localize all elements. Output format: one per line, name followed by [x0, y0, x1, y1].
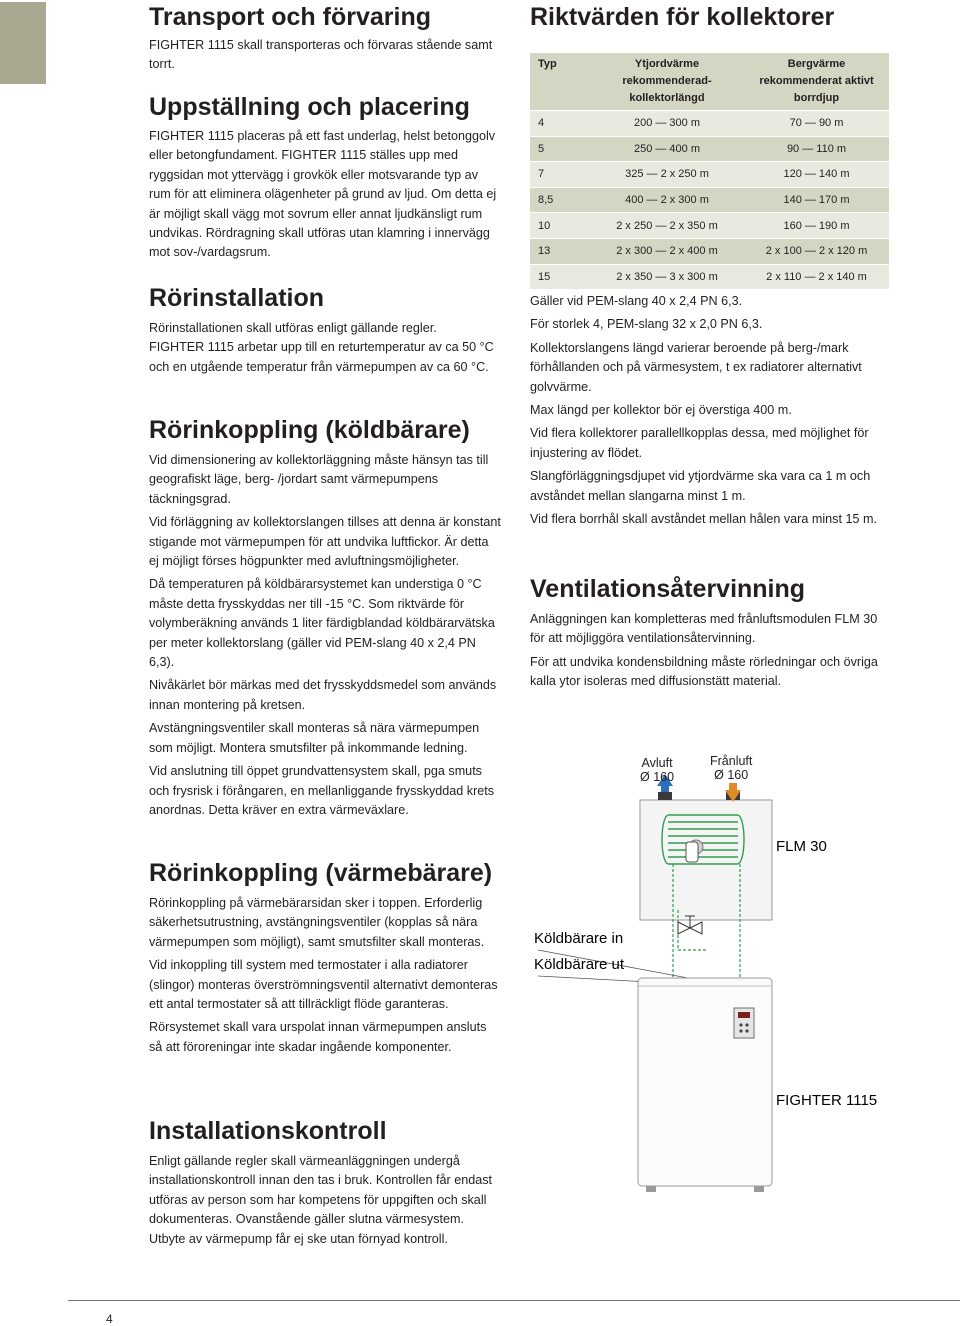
- button-icon: [739, 1023, 742, 1026]
- note: Gäller vid PEM-slang 40 x 2,4 PN 6,3.: [530, 294, 743, 308]
- paragraph: Vid förläggning av kollektorslangen tillses att denna är konstant stigande mot värmepumpen för att undvika luftfickor. Är detta ej möjligt förses högpunkter med avluftningsmöjligheter.: [149, 515, 501, 569]
- paragraph: Rörinkoppling på värmebärarsidan sker i toppen. Erforderlig säkerhetsutrustning, avstängningsventiler (kopplas så nära värmepumpen som möjligt), samt smutsfilter skall monteras.: [149, 896, 485, 949]
- note: Vid flera borrhål skall avståndet mellan hålen vara minst 15 m.: [530, 512, 877, 527]
- foot: [754, 1186, 764, 1192]
- paragraph: Rörsystemet skall vara urspolat innan värmepumpen ansluts så att föroreningar inte skadar ingående komponenter.: [149, 1020, 487, 1054]
- installation-figure: [528, 750, 948, 1200]
- paragraph: Anläggningen kan kompletteras med frånluftsmodulen FLM 30 för att möjliggöra ventilationsåtervinning.: [530, 612, 878, 646]
- cell-berg: 90 — 110 m: [744, 136, 889, 162]
- cell-ytjord: 250 — 400 m: [590, 136, 744, 162]
- column-header-typ: Typ: [530, 53, 590, 111]
- collector-table: [530, 53, 889, 289]
- paragraph: FIGHTER 1115 skall transporteras och förvaras stående samt torrt.: [149, 38, 493, 72]
- franluft-label: [710, 754, 752, 782]
- button-icon: [745, 1023, 748, 1026]
- franluft-text: Frånluft: [710, 754, 753, 768]
- cell-ytjord: 2 x 350 — 3 x 300 m: [590, 264, 744, 289]
- heading-koldbarare: Rörinkoppling (köldbärare): [149, 416, 470, 444]
- section-koldbarare: [149, 415, 501, 820]
- table-row: [530, 162, 889, 188]
- button-icon: [739, 1029, 742, 1032]
- paragraph: Enligt gällande regler skall värmeanläggningen undergå installationskontroll innan den tas i bruk. Kontrollen får endast utföras av person som har kompetens för uppgiften och skall dokumenteras. Ovanstående gäller slutna värmesystem. Utbyte av värmepump får ej ske utan förnyad kontroll.: [149, 1154, 493, 1246]
- foot: [646, 1186, 656, 1192]
- cell-berg: 140 — 170 m: [744, 187, 889, 213]
- cell-typ: 7: [530, 162, 590, 188]
- paragraph: Avstängningsventiler skall monteras så nära värmepumpen som möjligt. Montera smutsfilter på inkommande ledning.: [149, 721, 480, 755]
- avluft-outlet: [658, 792, 672, 800]
- heading-transport: Transport och förvaring: [149, 3, 431, 31]
- note: Max längd per kollektor bör ej överstiga 400 m.: [530, 403, 792, 418]
- section-kontroll: [149, 1116, 501, 1249]
- button-icon: [745, 1029, 748, 1032]
- section-ventilation: [530, 574, 890, 692]
- note: Kollektorslangens längd varierar beroende på berg-/mark förhållanden och på värmesystem, t ex radiatorer alternativt golvvärme.: [530, 340, 862, 394]
- cell-ytjord: 400 — 2 x 300 m: [590, 187, 744, 213]
- heading-varmebarare: Rörinkoppling (värmebärare): [149, 859, 493, 887]
- flm-label: FLM 30: [776, 838, 827, 855]
- table-row: [530, 187, 889, 213]
- paragraph: Vid inkoppling till system med termostater i alla radiatorer (slingor) monteras överströmningsventil alternativt demonteras ett antal termostater så att tillräckligt flöde garanteras.: [149, 958, 498, 1012]
- cell-berg: 2 x 100 — 2 x 120 m: [744, 238, 889, 264]
- section-varmebarare: [149, 858, 501, 1057]
- cell-berg: 2 x 110 — 2 x 140 m: [744, 264, 889, 289]
- cell-typ: 8,5: [530, 187, 590, 213]
- paragraph: FIGHTER 1115 placeras på ett fast underlag, helst betonggolv eller betongfundament. FIGHTER 1115 ställes upp med ryggsidan mot yttervägg i grovkök eller motsvarande typ av rum för att eliminera olägenheter på grund av ljud. Om detta ej är möjligt skall vägg mot sovrum eller annat ljudkänsligt rum undvikas. Rördragning skall utföras utan klamring i innervägg mot sov-/vardagsrum.: [149, 129, 497, 260]
- table-row: [530, 238, 889, 264]
- paragraph: Vid dimensionering av kollektorläggning måste hänsyn tas till geografiskt läge, berg- /jordart samt värmepumpens täckningsgrad.: [149, 453, 489, 506]
- heading-kontroll: Installationskontroll: [149, 1117, 387, 1145]
- paragraph: Rörinstallationen skall utföras enligt gällande regler.: [149, 321, 437, 335]
- section-rorinstallation: [149, 283, 501, 377]
- cell-typ: 15: [530, 264, 590, 289]
- franluft-dim: Ø 160: [714, 768, 749, 782]
- avluft-label: [640, 756, 674, 784]
- note: Vid flera kollektorer parallellkopplas dessa, med möjlighet för injustering av flödet.: [530, 426, 869, 460]
- display-icon: [738, 1012, 750, 1018]
- heading-rorinstallation: Rörinstallation: [149, 284, 325, 312]
- paragraph: Då temperaturen på köldbärarsystemet kan understiga 0 °C måste detta frysskyddas ner till -15 °C. Som riktvärde för volymberäkning används 1 liter färdigblandad köldbärarvätska per meter kollektorslang (gäller vid PEM-slang 40 x 2,4 PN 6,3).: [149, 577, 495, 670]
- cell-ytjord: 325 — 2 x 250 m: [590, 162, 744, 188]
- table-row: [530, 213, 889, 239]
- cell-ytjord: 2 x 250 — 2 x 350 m: [590, 213, 744, 239]
- column-header-berg: Bergvärme rekommenderat aktivt borrdjup: [744, 53, 889, 111]
- installation-diagram: [528, 750, 948, 1200]
- cell-ytjord: 2 x 300 — 2 x 400 m: [590, 238, 744, 264]
- heading-riktvarden: Riktvärden för kollektorer: [530, 3, 835, 31]
- cell-typ: 5: [530, 136, 590, 162]
- note: Slangförläggningsdjupet vid ytjordvärme ska vara ca 1 m och avståndet mellan slangarna minst 1 m.: [530, 469, 871, 503]
- paragraph: Vid anslutning till öppet grundvattensystem skall, pga smuts och frysrisk i förångaren, en mellanliggande frysskyddad krets anordnas. Detta kräver en extra värmeväxlare.: [149, 764, 495, 817]
- footer-rule: [68, 1300, 960, 1301]
- avluft-text: Avluft: [641, 756, 673, 770]
- column-header-ytjord: Ytjordvärme rekommenderad-kollektorlängd: [590, 53, 744, 111]
- cell-berg: 160 — 190 m: [744, 213, 889, 239]
- heading-ventilation: Ventilationsåtervinning: [530, 575, 806, 603]
- section-placering: [149, 92, 501, 263]
- table-row: [530, 136, 889, 162]
- fighter-label: FIGHTER 1115: [776, 1092, 878, 1109]
- cell-ytjord: 200 — 300 m: [590, 111, 744, 137]
- heading-placering: Uppställning och placering: [149, 93, 470, 121]
- avluft-dim: Ø 160: [640, 770, 675, 784]
- section-transport: [149, 2, 501, 75]
- cell-berg: 70 — 90 m: [744, 111, 889, 137]
- koldbarare-in-label: Köldbärare in: [534, 930, 624, 947]
- paragraph: FIGHTER 1115 arbetar upp till en returtemperatur av ca 50 °C och en utgående temperatur från värmepumpen av ca 60 °C.: [149, 340, 494, 374]
- page-number: 4: [106, 1312, 113, 1326]
- cell-typ: 10: [530, 213, 590, 239]
- note: För storlek 4, PEM-slang 32 x 2,0 PN 6,3.: [530, 317, 763, 332]
- cell-typ: 13: [530, 238, 590, 264]
- table-row: [530, 264, 889, 289]
- section-riktvarden: [530, 2, 890, 282]
- table-header-row: [530, 53, 889, 111]
- collector-notes: [530, 292, 890, 529]
- cell-typ: 4: [530, 111, 590, 137]
- paragraph: För att undvika kondensbildning måste rörledningar och övriga kalla ytor isoleras med diffusionstätt material.: [530, 654, 878, 689]
- chapter-tab: [0, 2, 46, 84]
- table-row: [530, 111, 889, 137]
- paragraph: Nivåkärlet bör märkas med det frysskyddsmedel som används innan montering på kretsen.: [149, 678, 497, 712]
- cell-berg: 120 — 140 m: [744, 162, 889, 188]
- flm-module: [640, 800, 772, 920]
- expansion-vessel: [686, 842, 698, 862]
- koldbarare-ut-label: Köldbärare ut: [534, 956, 625, 973]
